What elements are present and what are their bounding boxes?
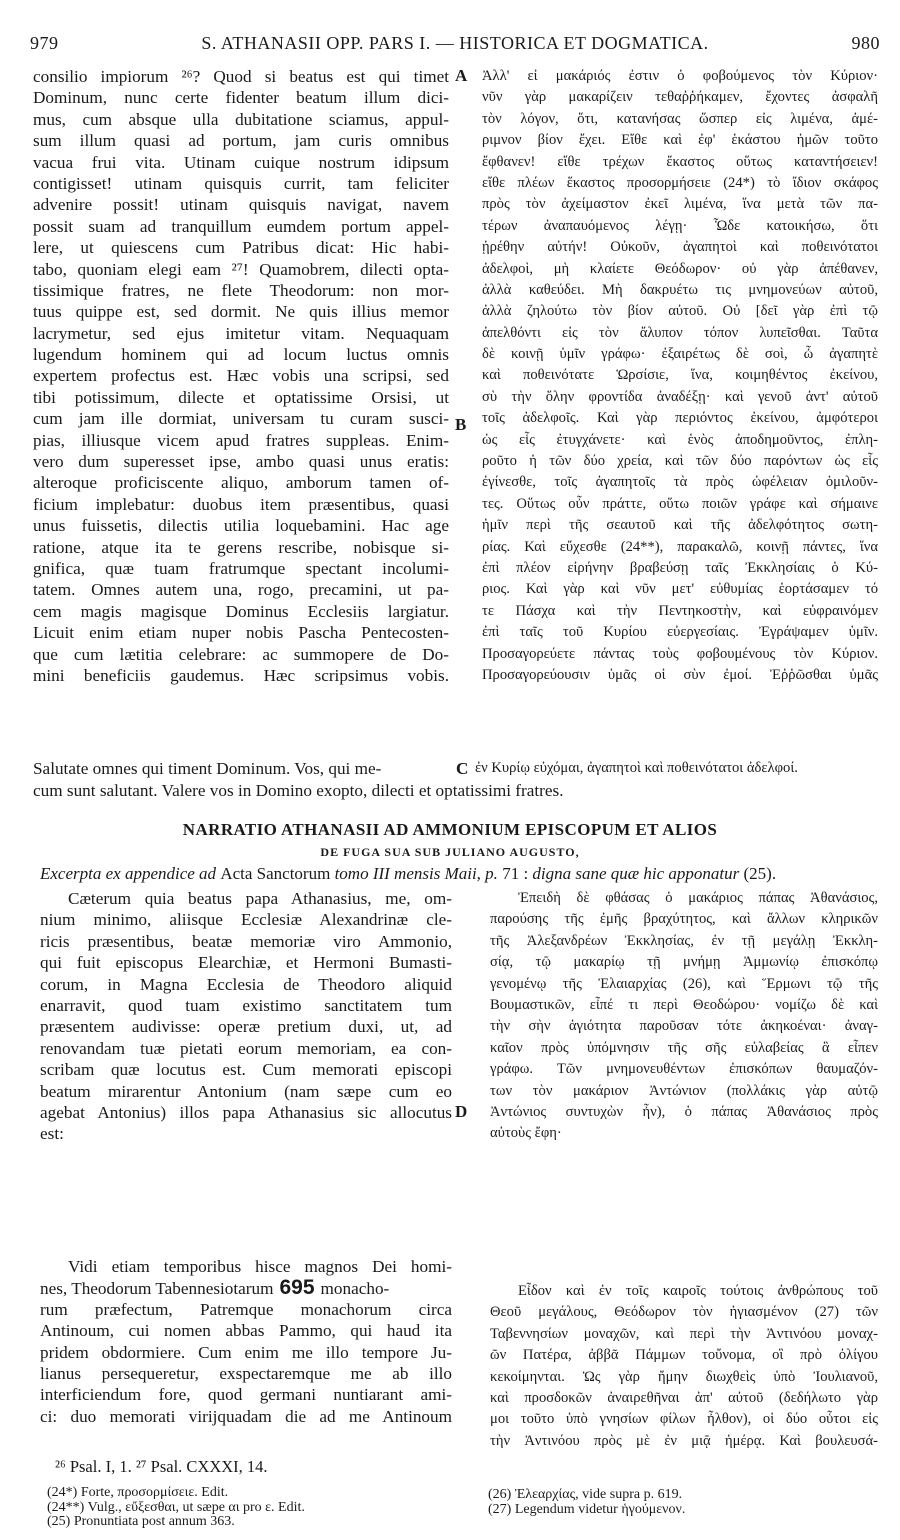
latin-line: lacrymetur, sed ejus imitetur vitam. Nequaquam [33, 323, 449, 343]
latin-line: agebat Antonius) illos papa Athanasius sic allocutus [40, 1102, 452, 1122]
greek-column-1 [482, 66, 878, 686]
greek-line: ἔφθανεν! εἴθε τρέχων ἕκαστος οὕτως καταντήσειεν! [482, 153, 878, 170]
latin-line: ricis præsentibus, beatæ memoriæ viro Ammonio, [40, 931, 452, 951]
greek-line: αὐτοὺς ἔφη· [490, 1125, 562, 1142]
greek-line: τῆς Ἀλεξανδρέων Ἐκκλησίας, ἐν τῇ μεγάλῃ Ἐκκλη- [490, 932, 878, 949]
page-marker: 695 [279, 1277, 315, 1299]
latin-line: interficiendum fore, quod germani nuntiarant ami- [40, 1385, 452, 1405]
greek-line: σὺ τὴν ὅλην φροντίδα ἀναδέξῃ· καὶ γενοῦ ἀντ' αὐτοῦ [482, 388, 878, 405]
latin-column-3 [40, 1256, 452, 1427]
excerpt-text-1: Excerpta ex appendice ad [40, 864, 221, 883]
greek-line: Προσαγορεύετε πάντας τοὺς φοβουμένους τὸν Κύριον. [482, 645, 878, 662]
greek-line: τες. Οὕτως οὖν πράττε, οὕτω ποιῶν γράφε καὶ σήμαινε [482, 495, 878, 512]
latin-line: Antinoum, cui nomen abbas Pammo, qui haud ita [40, 1321, 452, 1341]
greek-column-3 [490, 1281, 878, 1452]
margin-marker-d: D [455, 1102, 468, 1121]
latin-line: renovandam tuæ pietati eorum memoriam, ea con- [40, 1038, 452, 1058]
greek-line: σίᾳ, τῷ μακαρίῳ τῇ μνήμῃ Ἀμμωνίῳ ἐπισκόπῳ [490, 954, 878, 971]
latin-line: lianus persequeretur, exspectaremque me ab illo [40, 1363, 452, 1383]
latin-line: nium minimo, aliisque Ecclesiæ Alexandrinæ cle- [40, 910, 452, 930]
greek-line: Προσαγορεύουσιν ὑμᾶς οἱ σὺν ἐμοί. Ἐῤῥῶσθαι ὑμᾶς [482, 666, 878, 683]
margin-marker-b: B [455, 415, 467, 434]
greek-line: δὲ κοινῇ ὑμῖν γράφω· ἐξαιρέτως δὲ σοὶ, ὦ ἀγαπητὲ [482, 346, 878, 363]
footnote-line: (24**) Vulg., εὔξεσθαι, ut sæpe αι pro ε. Edit. [47, 1499, 305, 1515]
greek-line: τε Πάσχα καὶ τὴν Πεντηκοστὴν, καὶ εὐφραινόμεν [482, 602, 878, 619]
greek-line: ἀλλὰ καθεύδει. Μὴ δακρυέτω τις μνημονεύων αὐτοῦ, [482, 281, 878, 298]
running-title: S. ATHANASII OPP. PARS I. — HISTORICA ET DOGMATICA. [201, 33, 709, 53]
footnote-line: (25) Pronuntiata post annum 363. [47, 1514, 235, 1529]
latin-line: expertem profectus est. Hæc vobis una scripsi, sed [33, 366, 449, 386]
page-number-right: 980 [851, 33, 880, 53]
footnote-line: (26) Ἐλεαρχίας, vide supra p. 619. [488, 1487, 683, 1502]
excerpt-text-3: tomo III [330, 864, 395, 883]
latin-line: beatum mirarentur Antonium (nam sæpe cum eo [40, 1081, 452, 1101]
section-heading: NARRATIO ATHANASII AD AMMONIUM EPISCOPUM ET ALIOS [182, 820, 718, 839]
greek-line: τὸν λόγον, ὅτι, κατανήσας ὥσπερ εἰς λιμένα, ἀμέ- [482, 110, 878, 127]
greek-line: ἐπὶ πλέον εἰρήνην βραβεύσῃ ταῖς Ἐκκλησίαις ὁ Κύ- [482, 559, 878, 576]
latin-line: sum illum quasi ad portum, jam curis omnibus [33, 131, 449, 151]
latin-column-2 [40, 888, 452, 1145]
latin-line: rum præfectum, Patremque monachorum circa [40, 1299, 452, 1319]
greek-line: ριμνον βίον ἔχει. Εἴθε καὶ ἐφ' ἑκάστου ἡμῶν τοῦτο [482, 132, 878, 149]
latin-line: tissimique fratres, ne flete Theodorum: non mor- [33, 280, 449, 300]
greek-line: τὴν σὴν ἁγιότητα παροῦσαν τότε ἀκηκοέναι· ἀναγ- [490, 1018, 878, 1035]
latin-line: consilio impiorum ²⁶? Quod si beatus est qui timet [33, 67, 449, 86]
greek-line: κεκοίμηνται. Ὡς γὰρ ἤμην διωχθεὶς ὑπὸ Ἰουλιανοῦ, [490, 1368, 878, 1385]
greek-line: ἀλλὰ ζηλούτω τὸν βίον αὐτοῦ. Οὐ [δεῖ γὰρ ἐπὶ τῷ [482, 303, 878, 320]
latin-text: nes, Theodorum Tabennesiotarum [40, 1279, 274, 1299]
greek-line: ἐγίνεσθε, τοῖς ἀγαπητοῖς τὰ πρὸς ὠφέλειαν ὁμιλοῦν- [482, 474, 878, 491]
latin-line: ci: duo memorati virijquadam die ad me Antinoum [40, 1406, 452, 1426]
greek-line: γράφω. Τῶν μνημονευθέντων ἐπισκόπων θαυμαζόν- [490, 1061, 878, 1078]
excerpt-line [40, 864, 878, 884]
greek-line: ἡμῖν περὶ τῆς σεαυτοῦ καὶ τῆς ἀδελφότητος σωτη- [482, 517, 878, 534]
latin-line [40, 1277, 452, 1298]
latin-line: corum, in Magna Ecclesia de Theodoro aliquid [40, 974, 452, 994]
latin-line: tuus quippe est, sed dormit. Ne quis illius memor [33, 302, 449, 322]
latin-line: Vidi etiam temporibus hisce magnos Dei homi- [68, 1257, 452, 1276]
latin-line: præsentem audivisse: operæ pretium duxi, ut, ad [40, 1017, 452, 1037]
latin-line: vacua frui vita. Utinam cuique nostrum idipsum [33, 152, 449, 172]
greek-line: ἀπελθόντι εἰς τὸν ἄλυπον τόπον λυπεῖσθαι. Ταῦτα [482, 324, 878, 341]
latin-line: cem magis magisque Dominus Ecclesiis largiatur. [33, 601, 449, 621]
excerpt-text-2: Acta Sanctorum [220, 864, 331, 883]
latin-column-1 [33, 66, 449, 686]
greek-line: Ἀντώνιος συντυχὼν ἦν), ὁ πάπας Ἀθανάσιος πρὸς [490, 1103, 878, 1120]
greek-line: ρίας. Καὶ εὔχεσθε (24**), παρακαλῶ, κοινῇ πάντες, ἵνα [482, 538, 878, 555]
scripture-references: ²⁶ Psal. I, 1. ²⁷ Psal. CXXXI, 14. [55, 1457, 268, 1476]
latin-line: mini beneficiis gaudemus. Hæc scripsimus vobis. [33, 665, 449, 685]
greek-line: τέρων ἀναπαυόμενος λέγῃ· Ὧδε κατοικήσω, ὅτι [482, 217, 878, 234]
latin-line: est: [40, 1124, 64, 1144]
closing-line-1 [33, 758, 878, 779]
latin-text: monacho- [320, 1279, 390, 1299]
latin-line: Dominum, nunc certe fidenter beatum illum dici- [33, 88, 449, 108]
latin-line: lugendum hominem qui ad locum luctus omnis [33, 345, 449, 365]
greek-line: μοι τοῦτο ὑπὸ γνησίων φίλων ἦλθον), οἱ δύο οὗτοι εἰς [490, 1411, 878, 1428]
greek-line: ὡς εἷς ἐτυγχάνετε· καὶ ἑνὸς ἀποδημοῦντος, ἐπλη- [482, 431, 878, 448]
latin-line: mus, cum absque ulla dubitatione sciamus, appul- [33, 109, 449, 129]
latin-line: Cæterum quia beatus papa Athanasius, me, om- [68, 889, 452, 908]
latin-line: possit suam ad tranquillum eumdem portum appel- [33, 216, 449, 236]
greek-line: τὴν Ἀντινόου πρὸς μὲ ἐν μιᾷ ἡμέρᾳ. Καὶ βουλευσά- [490, 1432, 878, 1449]
latin-line: ficium implebatur: duobus item præsentibus, quasi [33, 494, 449, 514]
closing-line-2: cum sunt salutant. Valere vos in Domino exopto, dilecti et optatissimi fratres. [33, 781, 564, 800]
greek-line: ἐπὶ ταῖς τοῦ Κυρίου εὐεργεσίαις. Ἐγράψαμεν ὑμῖν. [482, 624, 878, 641]
greek-line: Ἀλλ' εἰ μακάριός ἐστιν ὁ φοβούμενος τὸν Κύριον· [482, 68, 878, 84]
latin-line: tibi potissimum, dilecte et optatissime Orsisi, ut [33, 387, 449, 407]
latin-line: alteroque proficiscente aliquo, amborum tamen of- [33, 473, 449, 493]
footnotes-left [47, 1486, 447, 1530]
greek-column-2 [490, 888, 878, 1145]
latin-line: advenire possit! utinam quisquis navigat, navem [33, 195, 449, 215]
greek-line: τοῖς ἀδελφοῖς. Καὶ γὰρ περιόντος ἐκείνου, ἀμφότεροι [482, 410, 878, 427]
latin-line: unus fuissetis, dilectis utilia loquebamini. Hac age [33, 516, 449, 536]
greek-line: καὶ ποθεινότατε Ὡρσίσιε, ἵνα, κοιμηθέντος ἐκείνου, [482, 367, 878, 384]
latin-line: ratione, atque ita te gerens rescribe, nobisque si- [33, 537, 449, 557]
excerpt-text-4: mensis Maii, p. [394, 864, 498, 883]
section-subheading: DE FUGA SUA SUB JULIANO AUGUSTO, [320, 845, 580, 859]
margin-marker-c: C [456, 759, 469, 778]
greek-line: Ἐπειδὴ δὲ φθάσας ὁ μακάριος πάπας Ἀθανάσιος, [518, 890, 878, 906]
footnotes-right [488, 1487, 878, 1517]
latin-line: enarravit, quod tuam existimo sanctitatem tum [40, 995, 452, 1015]
excerpt-text-7: (25). [739, 864, 777, 883]
closing-line-1-latin: Salutate omnes qui timent Dominum. Vos, qui me- [33, 759, 382, 778]
greek-line: ριος. Καὶ γὰρ καὶ νῦν μετ' εὐθυμίας ἑορτάσαμεν τό [482, 581, 878, 598]
footnote-line: (24*) Forte, προσορμίσειε. Edit. [47, 1485, 229, 1500]
running-header [30, 33, 880, 57]
excerpt-text-5: 71 : [497, 864, 533, 883]
closing-line-1-greek: ἐν Κυρίῳ εὐχόμαι, ἀγαπητοὶ καὶ ποθεινότατοι ἀδελφοί. [475, 760, 798, 776]
latin-line: cum jam ille dormiat, universam tu curam susci- [33, 409, 449, 429]
latin-line: lere, ut quiescens cum Patribus dicat: Hic habi- [33, 238, 449, 258]
greek-line: ροῦτο ἡ τῶν δύο χρεία, καὶ τῶν δύο παρόντων ὡς εἷς [482, 453, 878, 470]
greek-line: εἴθε πλέων ἕκαστος προσορμήσειε (24*) τὸ ἴδιον σκάφος [482, 174, 878, 191]
latin-line: vero dum superesset ipse, ambo quasi unus eratis: [33, 452, 449, 472]
greek-line: Εἶδον καὶ ἐν τοῖς καιροῖς τούτοις ἀνθρώπους τοῦ [518, 1283, 878, 1299]
latin-line: que cum lætitia celebrare: ac summopere de Do- [33, 644, 449, 664]
excerpt-text-6: digna sane quæ hic apponatur [532, 864, 740, 883]
footnote-line: (27) Legendum videtur ἡγούμενον. [488, 1502, 686, 1517]
page-number-left: 979 [30, 33, 59, 53]
greek-line: Θεοῦ μεγάλους, Θεόδωρον τὸν ἡγιασμένον (27) τῶν [490, 1304, 878, 1321]
greek-line: καὶ προσδοκῶν ἀναιρεθῆναι ἀπ' αὐτοῦ (δεδήλωτο γὰρ [490, 1389, 878, 1406]
latin-line: tatem. Omnes autem una, rogo, precamini, ut pa- [33, 580, 449, 600]
greek-line: των τὸν μακάριον Ἀντώνιον (πολλάκις γὰρ αὐτῷ [490, 1082, 878, 1099]
latin-line: tabo, quoniam elegi eam ²⁷! Quamobrem, dilecti opta- [33, 259, 449, 279]
latin-line: qui fuit episcopus Elearchiæ, et Hermoni Bumasti- [40, 953, 452, 973]
greek-line: παρούσης τῆς ἐμῆς βραχύτητος, καὶ ἄλλων κληρικῶν [490, 911, 878, 928]
latin-line: Licuit enim etiam nuper nobis Pascha Pentecosten- [33, 623, 449, 643]
latin-line: gnifica, quæ tuam fratrumque spectant incolumi- [33, 558, 449, 578]
margin-marker-a: A [455, 66, 468, 85]
greek-line: Ταβεννησίων μοναχῶν, καὶ περὶ τὴν Ἀντινόου μοναχ- [490, 1325, 878, 1342]
greek-line: Βουμαστικῶν, εἶπέ τι περὶ Θεοδώρου· νομίζω δὲ καὶ [490, 996, 878, 1013]
latin-line: pias, illiusque vicem apud fratres suppleas. Enim- [33, 430, 449, 450]
latin-line: contigisset! utinam quisquis currit, tam feliciter [33, 173, 449, 193]
latin-line: scribam quæ locutus est. Cum memorati episcopi [40, 1060, 452, 1080]
greek-line: ἀδελφοὶ, μὴ κλαίετε Θεόδωρον· οὐ γὰρ ἀπέθανεν, [482, 260, 878, 277]
greek-line: νῦν γὰρ μακαρίζειν τεθαῤῥήκαμεν, ἔχοντες ἀσφαλῆ [482, 89, 878, 106]
greek-line: ῶν Πατέρα, ἀββᾶ Πάμμων τοὔνομα, οἳ πρὸ ὀλίγου [490, 1347, 878, 1364]
greek-line: πρὸς τὸν ἀχείμαστον ἐκεῖ λιμένα, ἵνα μετὰ τῶν πα- [482, 196, 878, 213]
greek-line: καῖον πρὸς ὑπόμνησιν τῆς σῆς εὐλαβείας ἃ εἶπεν [490, 1039, 878, 1056]
latin-line: pridem obdormiere. Cum enim me illo tempore Ju- [40, 1342, 452, 1362]
greek-line: γενομένῳ τῆς Ἐλαιαρχίας (26), καὶ Ἕρμωνι τῷ τῆς [490, 975, 878, 992]
greek-line: ᾑρέθην αὐτήν! Οὐκοῦν, ἀγαπητοὶ καὶ ποθεινότατοι [482, 239, 878, 256]
